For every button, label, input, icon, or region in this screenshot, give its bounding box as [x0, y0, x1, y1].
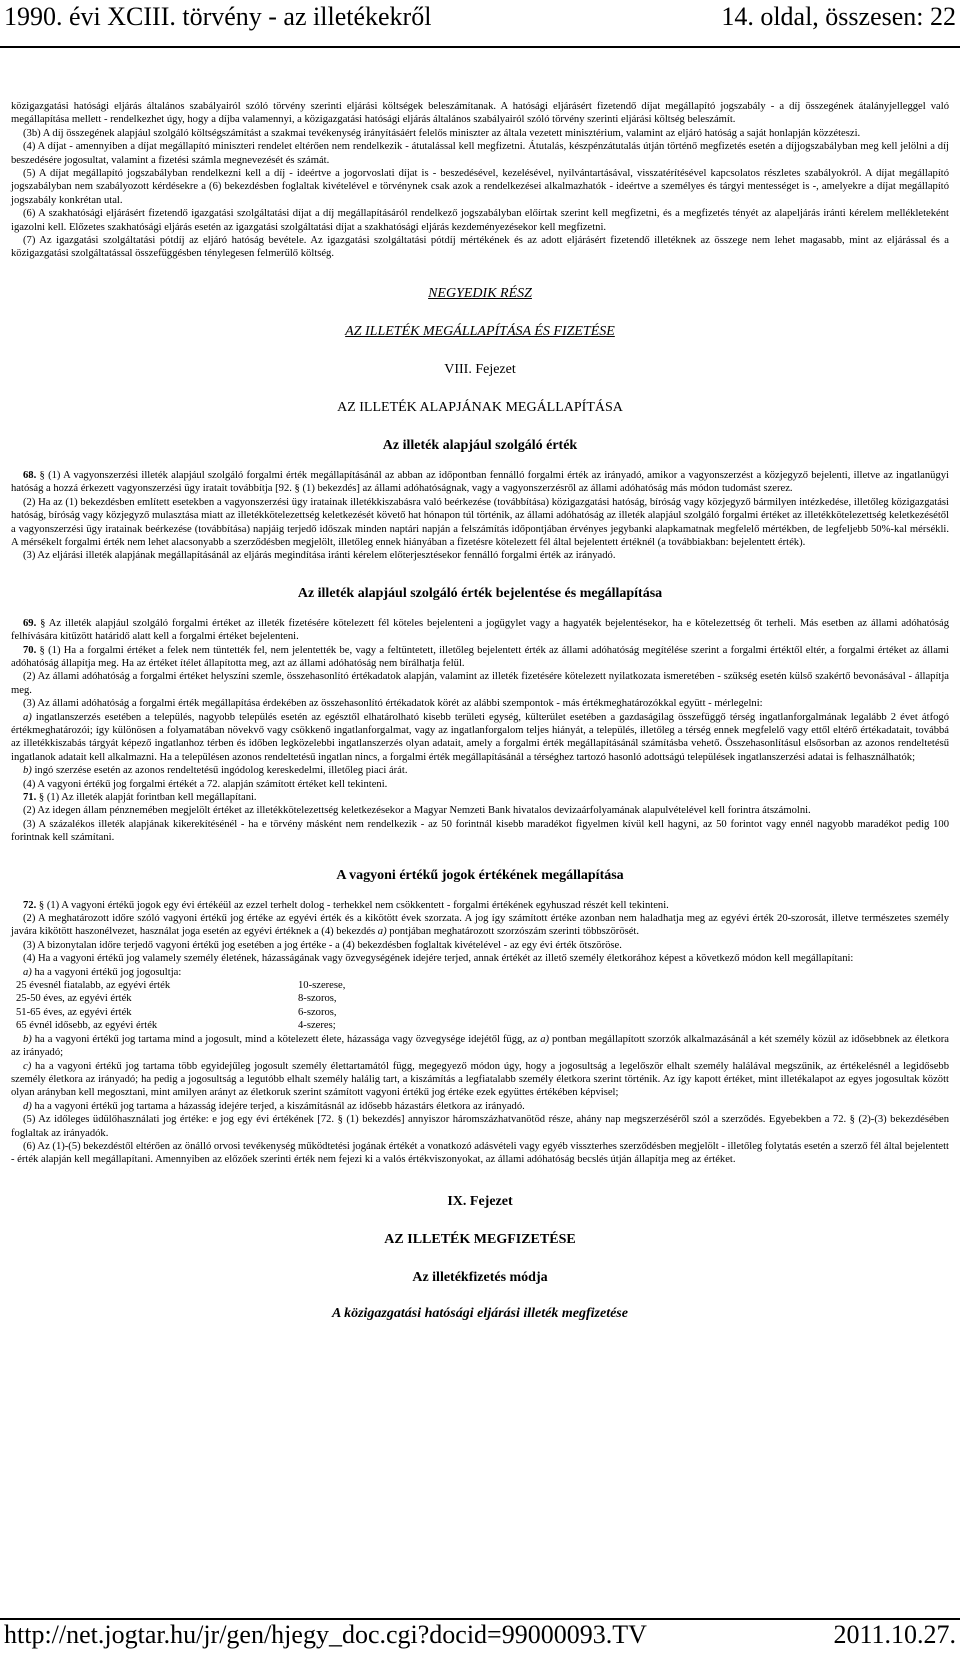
subsection-heading: Az illetékfizetés módja	[412, 1269, 548, 1285]
section-number: 68.	[23, 469, 37, 481]
paragraph: (7) Az igazgatási szolgáltatási pótdíj az eljáró hatóság bevétele. Az igazgatási szolgáltatási pótdíj mértékének és az adott eljárásért fizetendő illetéknek az összege nem lehet magasabb, mint az eljárással és a közigazgatási szolgáltatással összefüggésben ténylegesen felmerülő költség.	[11, 235, 949, 260]
paragraph: (2) Az idegen állam pénznemében megjelölt értéket az illetékkötelezettség keletkezésekor a Magyar Nemzeti Bank hivatalos devizaárfolyamának alapulvételével kell forintra átszámolni.	[23, 805, 811, 817]
document-body	[11, 100, 949, 1323]
subsection-heading: Az illeték alapjául szolgáló érték bejelentése és megállapítása	[297, 585, 663, 601]
part-heading: NEGYEDIK RÉSZ	[428, 285, 532, 301]
paragraph: (5) A díjat megállapító jogszabályban rendelkezni kell a díj - ideértve a jogorvoslati díjat is - beszedésével, kezelésével, nyilvántartásával, visszatérítésével kapcsolatos részletes szabályokról. A díjat megállapító jogszabályban nem szabályozott kérdésekre a (6) bekezdésben foglaltak kivételével e törvénynek csak azok a rendelkezései alkalmazhatók - ideértve a személyes és tárgyi mentességet is -, amelyekre a díjat megállapító jogszabály konkrétan utal.	[11, 168, 949, 206]
section-text: § (1) Ha a forgalmi értéket a felek nem tüntették fel, nem jelentették be, vagy a feltüntetett, illetőleg bejelentett érték az állami adóhatóság megítélése szerint a forgalmi értéktől eltér, a forgalmi értéket az állami adóhatóság állapítja meg. Ha az értéket ítélet állapította meg, azt az állami adóhatóság nem bírálhatja felül.	[11, 644, 949, 669]
item-text: ingatlanszerzés esetében a település, nagyobb település esetén az egésztől elhatárolható kisebb területi egység, külterület esetében a gazdaságilag összefüggő térség ingatlanforgalmának legalább 2 évet átfogó értékmeghatározói; így különösen a folyamatában növekvő vagy csökkenő ingatlanforgalmat, vagy az ingatlanforgalom teljes hiányát, a település, illetőleg a térség ennek megfelelő vagy ettől eltérő értékadatait, továbbá az illetékkiszabás tárgyát képező ingatlanhoz térben és időben legközelebbi ingatlanszerzés olyan adatait, amely a forgalmi érték megállapításánál számításba vehető. Összehasonlításul elsősorban az azonos rendeltetésű ingatlanok adatait kell alkalmazni. Ha a településen azonos rendeltetésű ingatlan nincs, a forgalmi érték megállapításánál a térséghez tartozó hasonló adottságú települések ingatlanszerzési adatai is felhasználhatók;	[11, 711, 949, 763]
age-table-row	[16, 1019, 949, 1032]
section-72-2	[11, 912, 949, 939]
document-title: 1990. évi XCIII. törvény - az illetékekről	[4, 2, 432, 31]
multiplier: 6-szoros,	[298, 1006, 337, 1018]
subsection-heading: A vagyoni értékű jogok értékének megállapítása	[336, 867, 624, 883]
item-letter: a)	[540, 1033, 550, 1045]
paragraph: (3) Az eljárási illeték alapjának megállapításánál az eljárás megindítása iránti kérelem előterjesztésekor fennálló forgalmi érték az irányadó.	[23, 550, 616, 562]
item-text: ingó szerzése esetén az azonos rendeltetésű ingódolog kereskedelmi, illetőleg piaci árát.	[31, 765, 408, 777]
age-range: 65 évnél idősebb, az egyévi érték	[16, 1020, 158, 1032]
chapter-heading: IX. Fejezet	[447, 1193, 513, 1209]
section-number: 69.	[23, 617, 37, 629]
paragraph: (3) A százalékos illeték alapjának kikerekítésénél - ha e törvény másként nem rendelkezik - az 50 forintnál kisebb maradékot figyelmen kívül kell hagyni, az 50 forintot vagy ennél nagyobb maradékot pedig 100 forintnak kell számítani.	[11, 818, 949, 844]
section-68-1	[11, 469, 949, 496]
paragraph: (2) Ha az (1) bekezdésben említett esetekben a vagyonszerzési ügy iratainak illetékkiszabásra való beérkezése (továbbítása) közigazgatási hatóság, bíróság vagy közjegyző bármilyen intézkedése, illetőleg közigazgatási hatóság, bíróság vagy közjegyző mulasztása miatt az illetékkötelezettség keletkezését követő hat hónapon túl történik, az állami adóhatóság az illeték alapjául szolgáló forgalmi értéket az illetékkötelezettség keletkezésétől a vagyonszerzési ügy iratainak beérkezése (továbbítása) napjáig terjedő időszak minden naptári napján a felszámítás időpontjában érvényes jegybanki alapkamatnak megfelelő mértékben, de legfeljebb 50%-kal mérsékli. A mérsékelt forgalmi érték nem lehet alacsonyabb a szerződésben megjelölt, illetőleg ennek hiányában a fizetésre kötelezett fél által bejelentett értéknél (a továbbiakban: bejelentett érték).	[11, 496, 949, 548]
multiplier: 8-szoros,	[298, 993, 337, 1005]
section-72-1	[11, 899, 949, 912]
subsection-heading: A közigazgatási hatósági eljárási illeték megfizetése	[332, 1305, 628, 1321]
age-table	[16, 979, 949, 1033]
print-date: 2011.10.27.	[833, 1620, 956, 1649]
paragraph: (4) A díjat - amennyiben a díjat megállapító miniszteri rendelet eltérően nem rendelkezik - átutalással kell megfizetni. Átutalás, készpénzátutalás útján történő megfizetés esetén a díjjogszabályban meg kell jelölni a díj beszedésére jogosultat, valamint a fizetési számla megnevezését és számát.	[11, 141, 949, 166]
age-range: 51-65 éves, az egyévi érték	[16, 1006, 132, 1018]
list-item-b	[11, 1033, 949, 1060]
item-letter: a)	[377, 926, 387, 938]
chapter-title: AZ ILLETÉK MEGFIZETÉSE	[384, 1231, 576, 1247]
item-letter: a)	[23, 966, 32, 978]
list-item-a	[11, 711, 949, 765]
page-header	[0, 0, 960, 48]
item-text: ha a vagyoni értékű jog tartama mind a jogosult, mind a kötelezett élete, házassága vagy özvegysége idejétől függ, az	[31, 1033, 538, 1045]
list-item-a	[11, 966, 949, 979]
item-text: ha a vagyoni értékű jog tartama a házasság idejére terjed, a kiszámításnál az idősebb házastárs életkora az irányadó.	[31, 1100, 525, 1112]
section-70-1	[11, 644, 949, 671]
item-letter: b)	[23, 1033, 32, 1045]
section-number: 70.	[23, 644, 37, 656]
paragraph: (3b) A díj összegének alapjául szolgáló költségszámítást a szakmai tevékenység irányításáért felelős miniszter az általa vezetett minisztérium, valamint az eljáró hatóság a saját honlapján közzéteszi.	[23, 127, 861, 139]
section-text: § (1) A vagyonszerzési illeték alapjául szolgáló forgalmi érték megállapításánál az abban az időpontban fennálló forgalmi érték az irányadó, amikor a vagyonszerzést a közjegyző bejelenti, illetve az ingatlanügyi hatóság a hozzá érkezett vagyonszerzési ügy iratait továbbítja [92. § (1) bekezdés] az állami adóhatóságnak, vagy a vagyonszerzésről az állami adóhatóság más módon tudomást szerez.	[11, 469, 949, 495]
section-number: 71.	[23, 792, 37, 803]
paragraph: (6) Az (1)-(5) bekezdéstől eltérően az önálló orvosi tevékenység működtetési jogának értékét a vonatkozó adásvételi vagy egyéb visszterhes szerződésben megjelölt - illetőleg folytatás esetén a szerző fél által bejelentett - érték alapján kell megállapítani. Amennyiben az előzőek szerinti érték nem fejezi ki a valós értékviszonyokat, az állami adóhatóság becslés útján állapítja meg az értéket.	[11, 1140, 949, 1166]
paragraph: közigazgatási hatósági eljárás általános szabályairól szóló törvény szerinti eljárási költségek beleszámítanak. A hatósági eljárásért fizetendő díjat megállapító jogszabály - a díj összegének átalányjelleggel való megállapítása mellett - rendelkezhet úgy, hogy a díjba valamennyi, a közigazgatási hatósági eljárás általános szabályairól szóló törvény szerinti eljárási költség beleszámít.	[11, 101, 949, 126]
section-text: (2) A meghatározott időre szóló vagyoni értékű jog értéke az egyévi érték és a kikötött évek szorzata. A jog így számított értéke azonban nem haladhatja meg az egyévi érték 20-szorosát, illetve természetes személy javára kikötött haszonélvezet, használat joga esetén az egyévi értéknek a (4) bekezdés	[11, 913, 949, 938]
paragraph: (4) A vagyoni értékű jog forgalmi értékét a 72. alapján számított értéket kell tekinteni.	[23, 778, 388, 790]
header-rule	[0, 46, 960, 48]
item-text: ha a vagyoni értékű jog tartama több egyidejűleg jogosult személy élettartamától függ, megegyező módon úgy, hogy a jogosultság a legelőször elhalt személy halálával megszűnik, az értékelésnél a legidősebb személy életkora az irányadó; ha pedig a jogosultság a legutóbb elhalt személy halálig tart, a kiszámítás a legfiatalabb személy életkora szerint történik. Az így kapott értéket, mint illetékalapot az egyes jogosultak között olyan arányban kell megosztani, mint amilyen arányt az életkoruk szerint számított vagyoni értékű jog értéke ezek együttes értékében képvisel;	[11, 1060, 949, 1099]
list-item-b	[11, 764, 949, 777]
item-letter: b)	[23, 765, 32, 777]
multiplier: 4-szeres;	[298, 1020, 336, 1032]
item-text: pontban megállapított szorzók alkalmazásánál a két személy közül az idősebbnek az életkora az irányadó;	[11, 1033, 949, 1059]
item-text: ha a vagyoni értékű jog jogosultja:	[31, 966, 182, 978]
section-69	[11, 617, 949, 644]
list-item-c	[11, 1060, 949, 1100]
item-letter: d)	[23, 1100, 32, 1112]
item-letter: c)	[23, 1060, 32, 1072]
chapter-title: AZ ILLETÉK ALAPJÁNAK MEGÁLLAPÍTÁSA	[337, 399, 623, 415]
multiplier: 10-szerese,	[298, 980, 346, 992]
source-url: http://net.jogtar.hu/jr/gen/hjegy_doc.cgi?docid=99000093.TV	[4, 1620, 647, 1649]
section-71-1	[11, 791, 949, 804]
paragraph: (2) Az állami adóhatóság a forgalmi értéket helyszíni szemle, összehasonlító értékadatok alapján, valamint az illeték fizetésére kötelezett nyilatkozata ismeretében - szükség esetén külső szakértő bevonásával - állapítja meg.	[11, 671, 949, 696]
age-table-row	[16, 979, 949, 992]
subsection-heading: Az illeték alapjául szolgáló érték	[382, 437, 578, 453]
paragraph: (5) Az időleges üdülőhasználati jog értéke: e jog egy évi értékének [72. § (1) bekezdés] annyiszor háromszázhatvanötöd része, ahány nap megszerzéséről szól a szerződés. Egyebekben a 72. § (2)-(3) bekezdésében foglaltak az irányadók.	[11, 1114, 949, 1139]
section-text: § Az illeték alapjául szolgáló forgalmi értéket az illeték fizetésére kötelezett fél köteles bejelenteni a jogügylet vagy a hagyaték bejelentésekor, ha e kötelezettség őt terheli. Más esetben az állami adóhatóság felhívására kitűzött határidő alatt kell a forgalmi értéket bejelenteni.	[11, 617, 949, 643]
age-range: 25 évesnél fiatalabb, az egyévi érték	[16, 980, 171, 992]
section-number: 72.	[23, 899, 37, 911]
section-text: § (1) A vagyoni értékű jogok egy évi értékéül az ezzel terhelt dolog - terhekkel nem csökkentett - forgalmi értékének egyhuszad részét kell tekinteni.	[36, 899, 669, 911]
page-counter: 14. oldal, összesen: 22	[721, 2, 956, 31]
paragraph: (6) A szakhatósági eljárásért fizetendő igazgatási szolgáltatási díjat a díj megállapításáról rendelkező jogszabályban előírtak szerint kell megfizetni, és a megfizetés tényét az alapeljárás iránti kérelem mellékleteként igazolni kell. Előzetes szakhatósági eljárás esetén az igazgatási szolgáltatási díjat a szakhatósági eljárás kezdeményezésekor kell megfizetni.	[11, 208, 949, 233]
chapter-heading: VIII. Fejezet	[444, 361, 516, 377]
section-text: pontjában meghatározott szorzószám szerinti többszörösét.	[386, 926, 640, 938]
part-title: AZ ILLETÉK MEGÁLLAPÍTÁSA ÉS FIZETÉSE	[345, 323, 615, 339]
paragraph: (4) Ha a vagyoni értékű jog valamely személy életének, házasságának vagy özvegységének idejére terjed, annak értékét az illető személy életkorához képest a következő módon kell megállapítani:	[23, 953, 854, 965]
age-table-row	[16, 992, 949, 1005]
section-text: § (1) Az illeték alapját forintban kell megállapítani.	[36, 792, 257, 803]
age-table-row	[16, 1006, 949, 1019]
age-range: 25-50 éves, az egyévi érték	[16, 993, 132, 1005]
paragraph: (3) A bizonytalan időre terjedő vagyoni értékű jog esetében a jog értéke - a (4) bekezdésben foglaltak kivételével - az egy évi érték ötszöröse.	[23, 939, 622, 951]
paragraph: (3) Az állami adóhatóság a forgalmi érték megállapítása érdekében az összehasonlító értékadatok körét az alábbi szempontok - más értékmeghatározókkal együtt - mérlegelni:	[23, 698, 763, 710]
item-letter: a)	[23, 711, 32, 723]
list-item-d	[11, 1100, 949, 1113]
